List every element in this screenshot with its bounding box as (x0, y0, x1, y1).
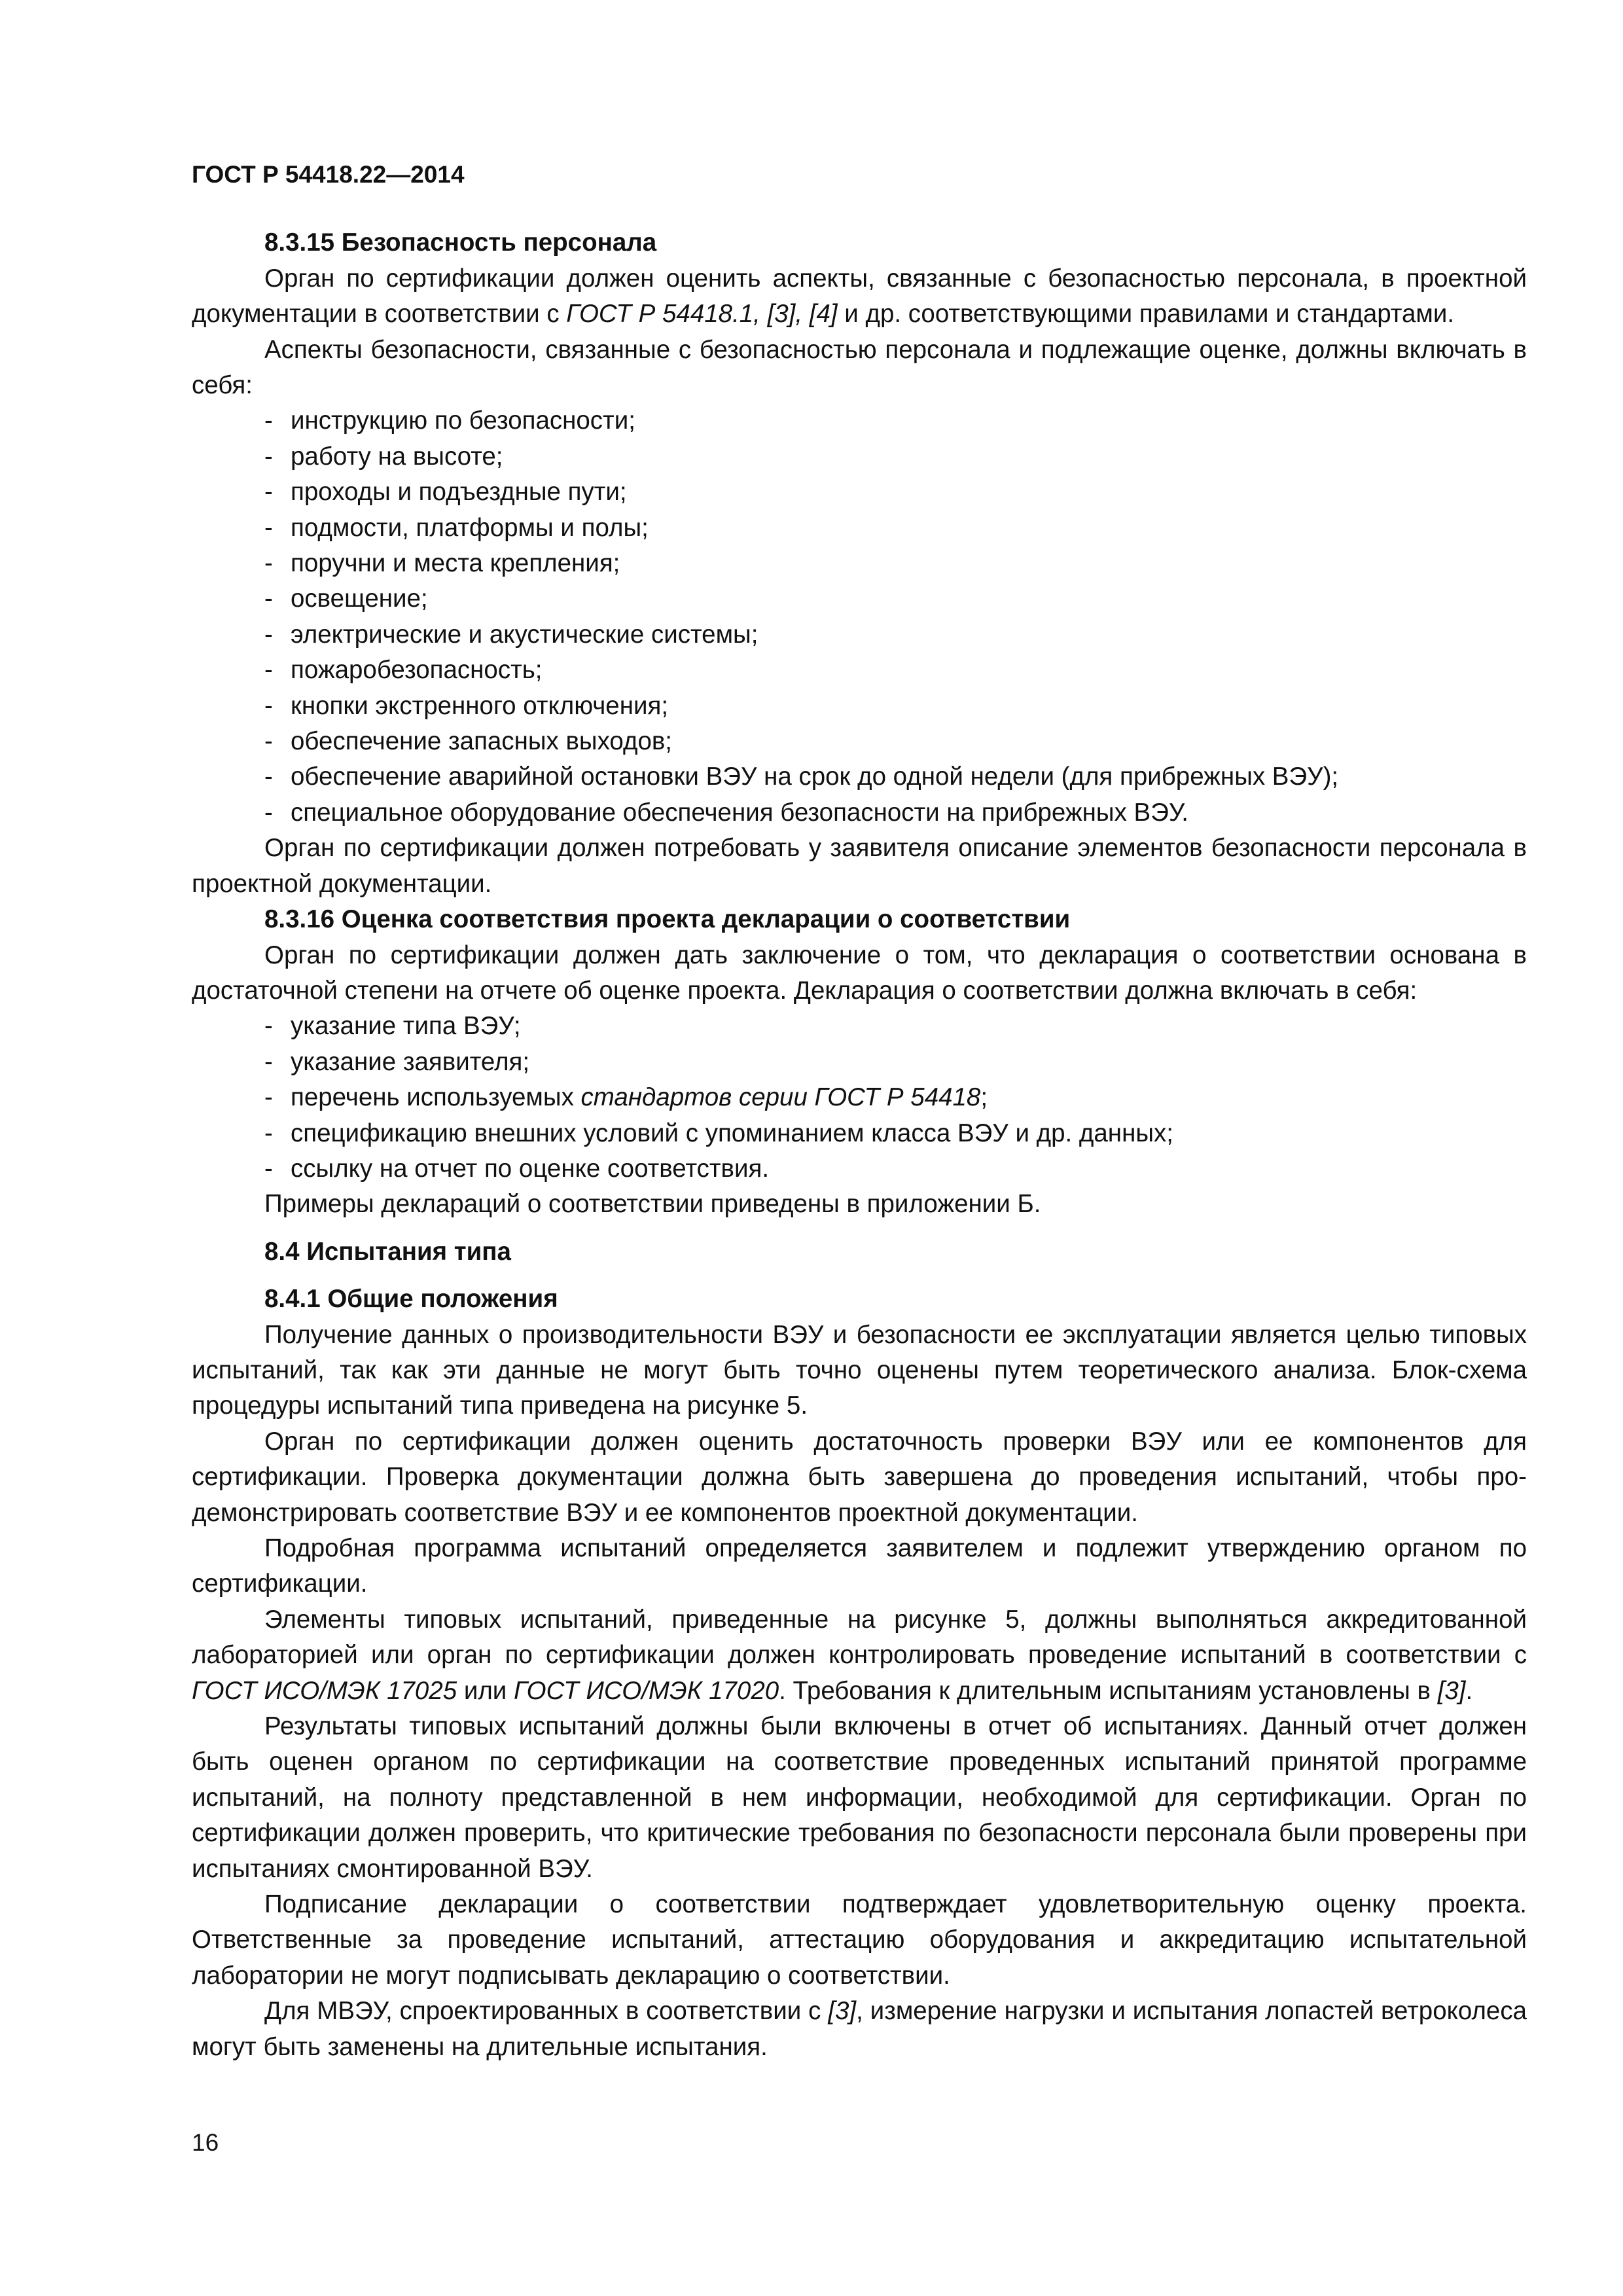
paragraph: Элементы типовых испытаний, приведенные на рисунке 5, должны выполняться аккредитованной лабораторией или орган по сертификации должен контролировать проведение испытаний в соответствии с ГОСТ ИСО/МЭК 17025 или ГОСТ ИСО/МЭК 17020. Требования к длительным испытаниям установлены в [3]. (192, 1605, 1527, 1705)
list-item: - спецификацию внешних условий с упоминанием класса ВЭУ и др. данных; (264, 1119, 1173, 1147)
declaration-contents-list (192, 1009, 1527, 1187)
paragraph: Результаты типовых испытаний должны были включены в отчет об испытаниях. Данный отчет должен быть оценен органом по сертификации на соответствие проведенных испытаний принятой программе испытаний, на полноту представленной в нем информации, необходимой для сертификации. Орган по сертификации должен проверить, что критические требования по безопасности персонала были проверены при испытаниях смонтированной ВЭУ. (192, 1712, 1527, 1883)
paragraph: Подробная программа испытаний определяется заявителем и подлежит утверждению органом по сертификации. (192, 1534, 1527, 1598)
safety-aspects-list (192, 403, 1527, 831)
paragraph: Аспекты безопасности, связанные с безопасностью персонала и подлежащие оценке, должны включать в себя: (192, 335, 1527, 400)
paragraph: Орган по сертификации должен оценить аспекты, связанные с безопасностью персонала, в проектной документации в соответствии с ГОСТ Р 54418.1, [3], [4] и др. соответствующими правилами и стандартами. (192, 264, 1527, 329)
list-item: - указание типа ВЭУ; (264, 1012, 521, 1041)
list-item: - обеспечение запасных выходов; (264, 727, 673, 756)
page-number: 16 (192, 2129, 219, 2156)
paragraph: Орган по сертификации должен дать заключение о том, что декларация о соответствии основана в достаточной степени на отчете об оценке проекта. Декларация о соответствии должна включать в себя: (192, 941, 1527, 1005)
list-item: - ссылку на отчет по оценке соответствия. (264, 1154, 770, 1183)
list-item: - пожаробезопасность; (264, 656, 543, 685)
paragraph: Получение данных о производительности ВЭУ и безопасности ее эксплуатации является целью типовых испытаний, так как эти данные не могут быть точно оценены путем теоретического анализа. Блок-схема процедуры испытаний типа приведена на рисунке 5. (192, 1320, 1527, 1420)
paragraph: Подписание декларации о соответствии подтверждает удовлетворительную оценку проекта. Ответственные за проведение испытаний, аттестацию оборудования и аккредитацию испытательной лаборатории не могут подписывать декларацию о соответствии. (192, 1890, 1527, 1990)
list-item: - освещение; (264, 584, 428, 613)
list-item: - подмости, платформы и полы; (264, 513, 649, 542)
list-item: - работу на высоте; (264, 442, 503, 471)
section-heading-8-3-15: 8.3.15 Безопасность персонала (264, 228, 657, 257)
reference: ГОСТ ИСО/МЭК 17020 (514, 1676, 779, 1705)
paragraph: Примеры деклараций о соответствии приведены в приложении Б. (264, 1190, 1041, 1219)
document-id-header: ГОСТ Р 54418.22—2014 (192, 161, 465, 188)
paragraph: Для МВЭУ, спроектированных в соответствии с [3], измерение нагрузки и испытания лопастей ветроколеса могут быть заменены на длительные испытания. (192, 1997, 1527, 2061)
list-item: - специальное оборудование обеспечения безопасности на прибрежных ВЭУ. (264, 798, 1188, 827)
paragraph: Орган по сертификации должен оценить достаточность проверки ВЭУ или ее компонентов для сертификации. Проверка документации должна быть завершена до проведения испытаний, чтобы продемонстрировать соответствие ВЭУ и ее компонентов проектной документации. (192, 1427, 1527, 1527)
section-heading-8-4: 8.4 Испытания типа (264, 1237, 511, 1266)
list-item: - поручни и места крепления; (264, 549, 620, 578)
list-item: - электрические и акустические системы; (264, 620, 758, 649)
reference: ГОСТ Р 54418.1, [3], [4] (566, 300, 838, 329)
reference: [3] (828, 1997, 857, 2026)
list-item: - проходы и подъездные пути; (264, 478, 627, 507)
section-heading-8-3-16: 8.3.16 Оценка соответствия проекта декларации о соответствии (264, 905, 1071, 934)
list-item: - кнопки экстренного отключения; (264, 691, 669, 720)
list-item: - инструкцию по безопасности; (264, 406, 635, 435)
reference: [3] (1437, 1676, 1466, 1705)
document-page (192, 160, 1527, 2065)
section-heading-8-4-1: 8.4.1 Общие положения (264, 1285, 558, 1314)
list-item: - обеспечение аварийной остановки ВЭУ на срок до одной недели (для прибрежных ВЭУ); (264, 762, 1339, 791)
list-item: - указание заявителя; (264, 1047, 530, 1076)
list-item: - перечень используемых стандартов серии ГОСТ Р 54418; (264, 1083, 988, 1112)
paragraph: Орган по сертификации должен потребовать у заявителя описание элементов безопасности персонала в проектной документации. (192, 834, 1527, 898)
reference: стандартов серии ГОСТ Р 54418 (580, 1083, 981, 1112)
document-body (192, 225, 1527, 2065)
reference: ГОСТ ИСО/МЭК 17025 (192, 1676, 457, 1705)
